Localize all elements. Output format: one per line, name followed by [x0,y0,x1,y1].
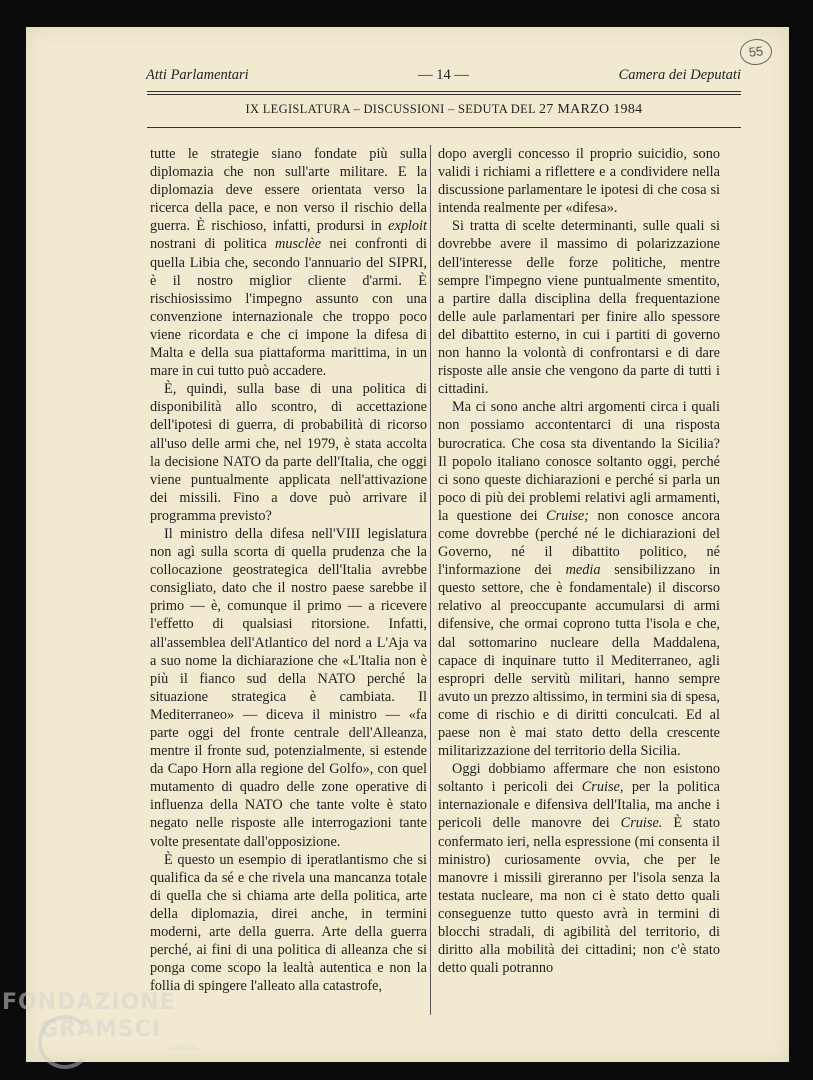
watermark-line3: onlus [170,1042,197,1053]
column-divider [430,145,431,1015]
paragraph: Oggi dobbiamo affermare che non esistono soltanto i pericoli dei Cruise, per la politica internazionale e difensiva dell'Italia, ma anche i pericoli delle manovre dei Cruise. È stato confermato ieri, nella espressione (mi consenta il ministro) curiosamente ovvia, che per le manovre i missili gireranno per l'isola senza la testata nucleare, ma non ci è stato detto quali conseguenze tutto questo avrà in termini di blocchi stradali, di agibilità del territorio, di diritto alla mobilità dei cittadini; non c'è stato detto quali potranno [438,761,720,977]
document-page [26,27,789,1062]
subhead-rule [147,127,741,128]
watermark-line2: GRAMSCI [40,1017,162,1042]
session-text: IX LEGISLATURA – DISCUSSIONI – SEDUTA DEL [245,102,536,116]
page-header [146,67,741,91]
paragraph: dopo avergli concesso il proprio suicidio, sono validi i richiami a riflettere e a condividere nella discussione parlamentare le ipotesi di che cosa si intenda realmente per «difesa». [438,146,720,217]
watermark [2,990,197,1053]
header-rule-top-2 [147,94,741,95]
watermark-line1: FONDAZIONE [2,990,176,1015]
paragraph: È, quindi, sulla base di una politica di disponibilità allo scontro, di accettazione dell'ipotesi di guerra, di probabilità di ricorso all'uso delle armi che, nel 1979, è stata accolta la decisione NATO da parte dell'Italia, che oggi viene puntualmente applicata nell'attivazione dei missili. Fino a dove può arrivare il programma previsto? [150,381,427,524]
paragraph: Il ministro della difesa nell'VIII legislatura non agì sulla scorta di quella prudenza che la collocazione geostrategica dell'Italia avrebbe consigliato, dato che il nostro paese sarebbe il primo — è, comunque il primo — a ricevere l'effetto di qualsiasi ritorsione. Infatti, all'assemblea dell'Atlantico del nord a L'Aja va a suo nome la dichiarazione che «L'Italia non è più il fianco sud della NATO perché la situazione strategica è cambiata. Il Mediterraneo» — diceva il ministro — «fa parte oggi del fronte centrale dell'Alleanza, mentre il fronte sud, potenzialmente, si estende da Capo Horn alla regione del Golfo», con quel mutamento di quadro delle zone operative di influenza della NATO che tante volte è stato negato nelle risposte alle interrogazioni tante volte presentate dall'opposizione. [150,525,427,850]
paragraph: tutte le strategie siano fondate più sulla diplomazia che non sull'arte militare. E la diplomazia deve essere orientata verso la ricerca della pace, e non verso il rischio della guerra. È rischioso, infatti, prodursi in exploit nostrani di politica musclèe nei confronti di quella Libia che, secondo l'annuario del SIPRI, è il nostro miglior cliente d'armi. È rischiosissimo l'impegno assunto con una convenzione internazionale che troppo poco viene ricordata e che ci impone la difesa di Malta e della sua piattaforma marittima, in un mare in cui tutto può accadere. [150,146,428,380]
header-page-number: — 14 — [418,67,469,83]
page-number-stamp: 55 [739,37,774,66]
header-right: Camera dei Deputati [618,67,741,83]
paragraph: È questo un esempio di iperatlantismo che si qualifica da sé e che rivela una mancanza totale di quella che si chiama arte della politica, arte della diplomazia, direi anche, in termini moderni, arte della guerra. Arte della guerra perché, ai fini di una politica di alleanza che si ponga come scopo la lealtà autentica e non la follia di spingere l'alleato alla catastrofe, [150,851,427,995]
session-subheading [147,102,741,118]
right-column [438,145,720,977]
paragraph: Ma ci sono anche altri argomenti circa i quali non possiamo accontentarci di una risposta burocratica. Che cosa sta diventando la Sicilia? Il popolo italiano conosce soltanto oggi, perché ci sono queste dichiarazioni e perché si parla un poco di più dei problemi relativi agli armamenti, la questione dei Cruise; non conosce ancora come dovrebbe (perché né le dichiarazioni del Governo, né il dibattito politico, né l'informazione dei media sensibilizzano in questo settore, che è fondamentale) il discorso relativo al preoccupante accumularsi di armi difensive, che ormai coprono tutta l'isola e che, dal sottomarino nucleare della Maddalena, capace di inquinare tutto il Mediterraneo, agli espropri delle servitù militari, hanno sempre avuto un prezzo altissimo, in termini sia di spesa, come di rischio e di diritti conculcati. Ed al paese non è mai stato detto della crescente militarizzazione del territorio della Sicilia. [438,399,720,760]
header-rule-top [147,91,741,92]
left-column [150,145,427,995]
header-left: Atti Parlamentari [146,67,249,83]
paragraph: Si tratta di scelte determinanti, sulle quali si dovrebbe avere il massimo di polarizzazione dell'interesse delle forze politiche, mentre sempre l'impegno viene puntualmente smentito, a partire dalla disciplina della frequentazione delle aule parlamentari per finire allo spessore del dibattito esterno, in cui i partiti di governo non hanno la volontà di confrontarsi e di dare risposte alle ansie che vengono da parte di tutti i cittadini. [438,218,720,398]
session-date: 27 MARZO 1984 [538,102,643,117]
